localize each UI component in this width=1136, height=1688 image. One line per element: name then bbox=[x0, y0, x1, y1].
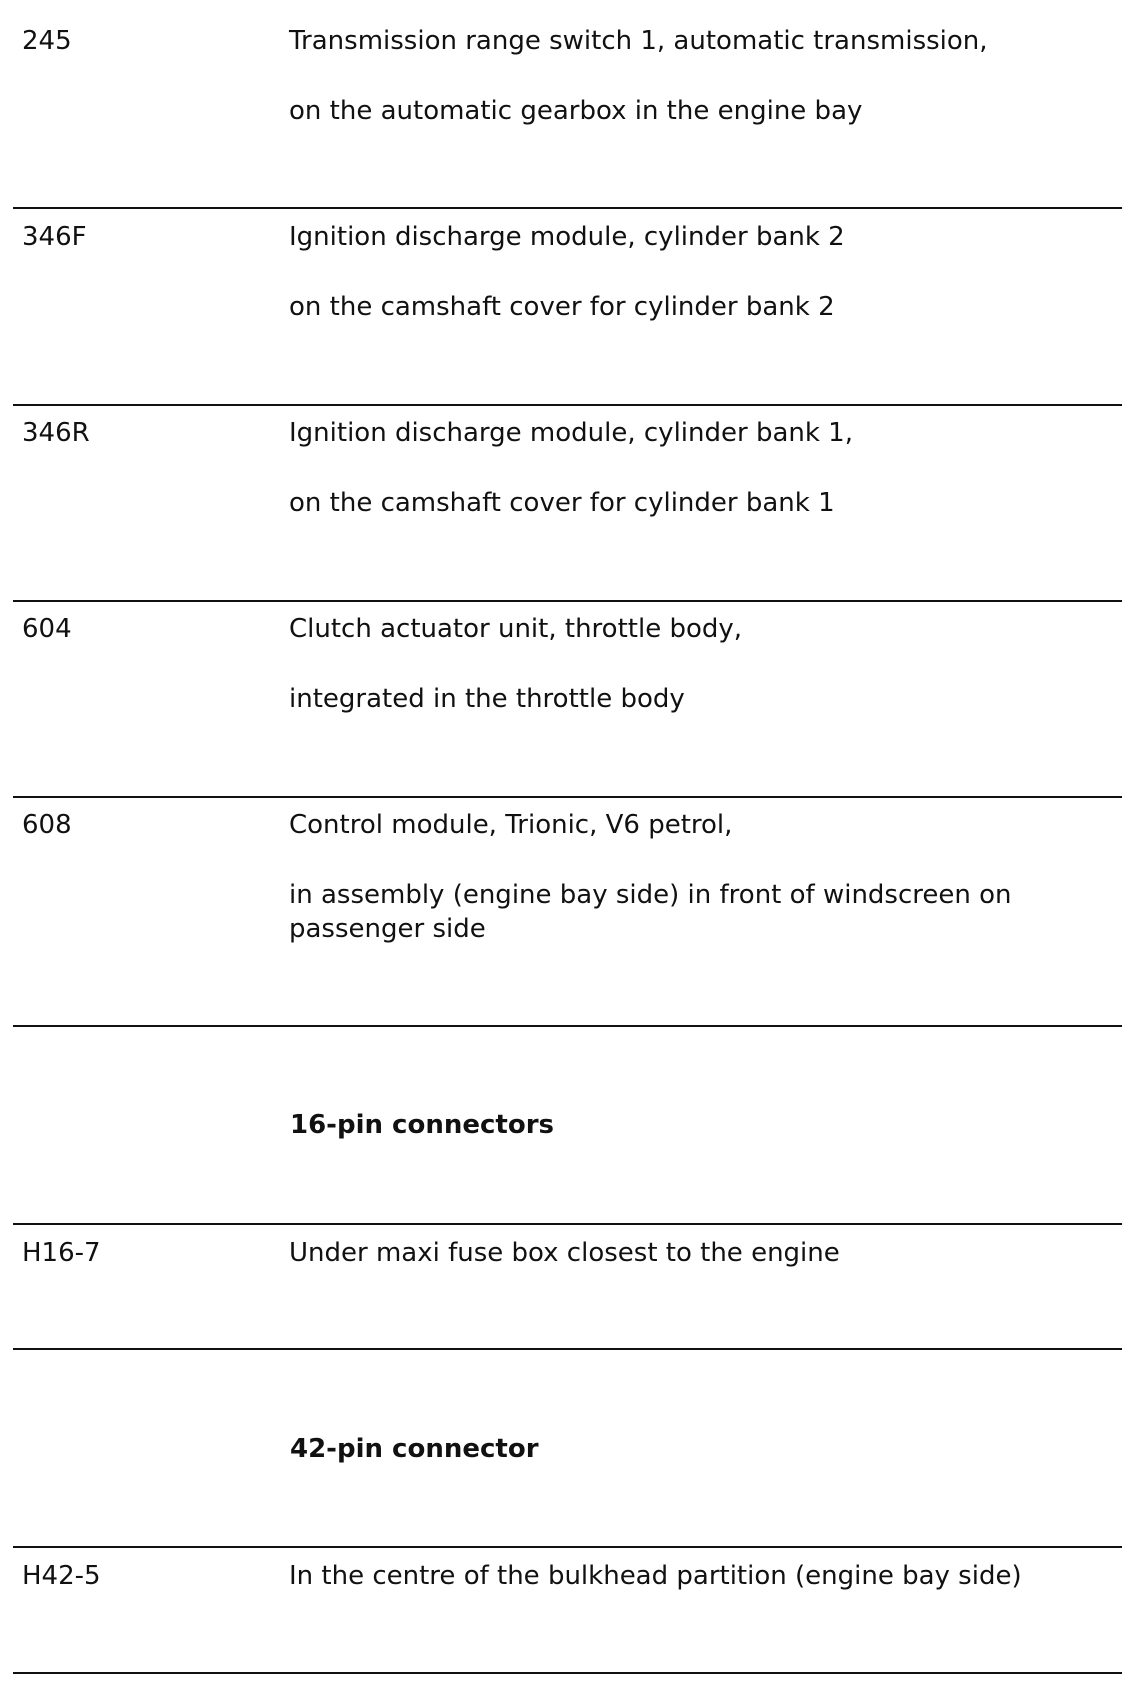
component-name: Control module, Trionic, V6 petrol, bbox=[289, 810, 733, 840]
component-name: Transmission range switch 1, automatic transmission, bbox=[289, 26, 988, 56]
component-code: 346F bbox=[22, 222, 87, 252]
component-name: Ignition discharge module, cylinder bank 2 bbox=[289, 222, 845, 252]
section-heading: 42-pin connector bbox=[290, 1434, 539, 1464]
row-divider bbox=[13, 1223, 1122, 1225]
row-divider bbox=[13, 404, 1122, 406]
connector-code: H42-5 bbox=[22, 1561, 101, 1591]
row-divider bbox=[13, 1546, 1122, 1548]
row-divider bbox=[13, 600, 1122, 602]
component-code: 608 bbox=[22, 810, 72, 840]
row-divider bbox=[13, 796, 1122, 798]
row-divider bbox=[13, 1672, 1122, 1674]
component-location: integrated in the throttle body bbox=[289, 684, 685, 714]
component-code: 245 bbox=[22, 26, 72, 56]
component-code: 604 bbox=[22, 614, 72, 644]
connector-location: In the centre of the bulkhead partition (engine bay side) bbox=[289, 1561, 1022, 1591]
row-divider bbox=[13, 207, 1122, 209]
row-divider bbox=[13, 1025, 1122, 1027]
connector-location: Under maxi fuse box closest to the engine bbox=[289, 1238, 840, 1268]
row-divider bbox=[13, 1348, 1122, 1350]
component-location: on the automatic gearbox in the engine bay bbox=[289, 96, 863, 126]
component-location: on the camshaft cover for cylinder bank 2 bbox=[289, 292, 835, 322]
component-location: on the camshaft cover for cylinder bank 1 bbox=[289, 488, 835, 518]
component-code: 346R bbox=[22, 418, 90, 448]
component-name: Clutch actuator unit, throttle body, bbox=[289, 614, 743, 644]
component-name: Ignition discharge module, cylinder bank 1, bbox=[289, 418, 853, 448]
section-heading: 16-pin connectors bbox=[290, 1110, 554, 1140]
component-location: in assembly (engine bay side) in front of windscreen on passenger side bbox=[289, 880, 1012, 944]
connector-code: H16-7 bbox=[22, 1238, 101, 1268]
